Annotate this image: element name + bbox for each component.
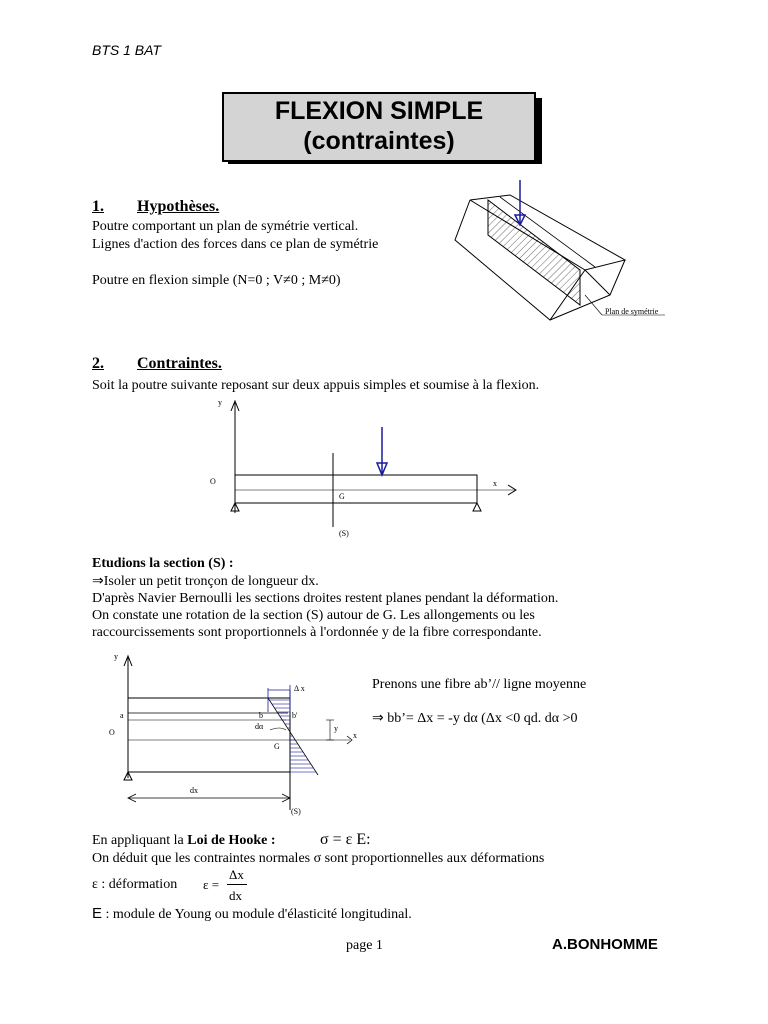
hooke-formula: σ = ε E: [320,831,371,848]
section-2-number: 2. [92,355,104,372]
section-2-intro: Soit la poutre suivante reposant sur deux appuis simples et soumise à la flexion. [92,378,540,393]
study-heading: Etudions la section (S) : [92,556,234,571]
beam-o-label: O [210,477,216,486]
section-1-number: 1. [92,198,104,215]
section-1-line-2: Lignes d'action des forces dans ce plan de symétrie [92,237,379,252]
detail-y-label: y [114,652,118,661]
detail-y-dim-label: y [334,724,338,733]
beam-diagram [200,395,530,545]
hooke-prefix: En appliquant la [92,833,188,848]
symmetry-plane-label: Plan de symétrie [605,307,659,316]
detail-s-label: (S) [291,807,301,816]
beam-y-label: y [218,398,222,407]
detail-g-label: G [274,742,280,751]
study-line-2: D'après Navier Bernoulli les sections droites restent planes pendant la déformation. [92,591,559,606]
fiber-formula: ⇒ bb’= Δx = -y dα (Δx <0 qd. dα >0 [372,711,578,726]
author-name: A.BONHOMME [552,936,658,953]
deduction-text: On déduit que les contraintes normales σ sont proportionnelles aux déformations [92,851,545,866]
detail-dx-label: dx [190,786,198,795]
detail-o-label: O [109,728,115,737]
detail-dalpha-label: dα [255,722,264,731]
beam-x-label: x [493,479,497,488]
detail-dx-top-label: Δ x [294,684,305,693]
epsilon-label: ε : déformation [92,877,178,892]
detail-a-label: a [120,711,124,720]
hooke-bold: Loi de Hooke : [187,833,276,848]
fiber-text: Prenons une fibre ab’// ligne moyenne [372,677,587,692]
page-number: page 1 [346,938,383,953]
detail-x-label: x [353,731,357,740]
section-1-line-3: Poutre en flexion simple (N=0 ; V≠0 ; M≠0) [92,273,341,288]
page-header: BTS 1 BAT [92,42,161,58]
symmetry-plane-figure [440,175,670,325]
beam-s-label: (S) [339,529,349,538]
title-line-2: (contraintes) [303,127,455,155]
epsilon-lhs: ε = [203,877,220,892]
epsilon-denominator: dx [229,888,242,903]
section-1-line-1: Poutre comportant un plan de symétrie vertical. [92,219,359,234]
title-box [222,92,536,162]
study-line-1: ⇒Isoler un petit tronçon de longueur dx. [92,574,319,589]
epsilon-numerator: Δx [229,867,244,882]
young-line [92,905,412,924]
study-line-4: raccourcissements sont proportionnels à l'ordonnée y de la fibre correspondante. [92,625,542,640]
hooke-line [92,832,276,850]
section-detail-diagram [100,650,370,820]
section-2-heading: Contraintes. [137,355,222,372]
young-text: : module de Young ou module d'élasticité longitudinal. [102,907,412,922]
fraction-bar [227,884,247,885]
title-line-1: FLEXION SIMPLE [274,97,484,125]
section-1-heading: Hypothèses. [137,198,220,215]
detail-b-label: b [259,711,263,720]
detail-bprime-label: b' [292,711,298,720]
study-line-3: On constate une rotation de la section (S) autour de G. Les allongements ou les [92,608,535,623]
beam-g-label: G [339,492,345,501]
young-symbol: E [92,905,103,922]
